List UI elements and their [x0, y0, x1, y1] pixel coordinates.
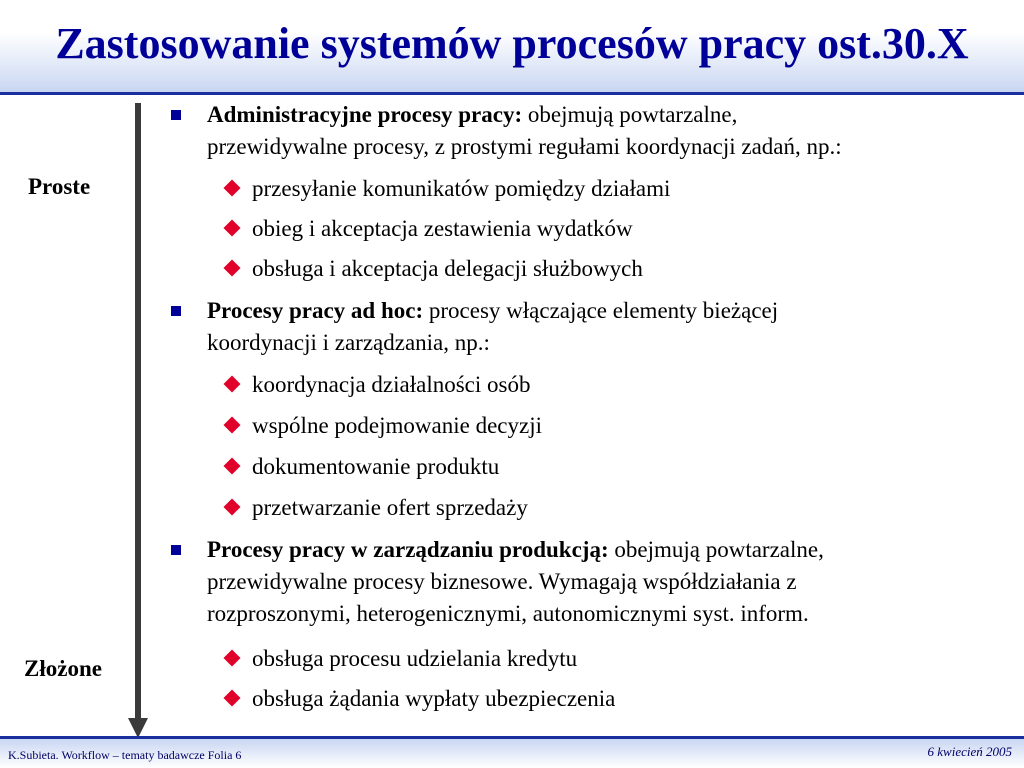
bullet-item — [207, 99, 1007, 163]
sub-bullet-text: wspólne podejmowanie decyzji — [252, 413, 542, 438]
diamond-bullet-icon — [224, 260, 241, 277]
sub-bullet-item — [252, 451, 499, 483]
bullet-description-line: koordynacji i zarządzania, np.: — [207, 330, 490, 355]
sub-bullet-text: obsługa procesu udzielania kredytu — [252, 646, 578, 671]
bullet-description-line: przewidywalne procesy biznesowe. Wymagają współdziałania z — [207, 569, 797, 594]
label-complex: Złożone — [24, 656, 102, 681]
bullet-term: Procesy pracy w zarządzaniu produkcją: — [207, 537, 609, 562]
sub-bullet-text: przetwarzanie ofert sprzedaży — [252, 495, 528, 520]
sub-bullet-item — [252, 683, 615, 715]
square-bullet-icon — [171, 306, 181, 316]
square-bullet-icon — [171, 545, 181, 555]
diamond-bullet-icon — [224, 690, 241, 707]
sub-bullet-item — [252, 492, 528, 524]
diamond-bullet-icon — [224, 180, 241, 197]
diamond-bullet-icon — [224, 499, 241, 516]
sub-bullet-item — [252, 410, 542, 442]
sub-bullet-text: przesyłanie komunikatów pomiędzy działami — [252, 176, 671, 201]
label-simple: Proste — [28, 174, 91, 199]
sub-bullet-item — [252, 643, 577, 675]
sub-bullet-item — [252, 213, 633, 245]
footer-author: K.Subieta. Workflow – tematy badawcze Folia 6 — [8, 748, 242, 762]
bullet-item — [207, 295, 1007, 359]
sub-bullet-item — [252, 369, 530, 401]
slide-title: Zastosowanie systemów procesów pracy ost.30.X — [55, 19, 969, 68]
bullet-item — [207, 534, 1007, 630]
bullet-term: Administracyjne procesy pracy: — [207, 102, 523, 127]
sub-bullet-text: obieg i akceptacja zestawienia wydatków — [252, 216, 633, 241]
footer-date: 6 kwiecień 2005 — [927, 744, 1012, 759]
diamond-bullet-icon — [224, 458, 241, 475]
bullet-description-line: przewidywalne procesy, z prostymi regułami koordynacji zadań, np.: — [207, 134, 842, 159]
sub-bullet-item — [252, 253, 643, 285]
sub-bullet-text: obsługa żądania wypłaty ubezpieczenia — [252, 686, 616, 711]
bullet-description: obejmują powtarzalne, — [522, 102, 738, 127]
square-bullet-icon — [171, 110, 181, 120]
bullet-description-line: rozproszonymi, heterogenicznymi, autonomicznymi syst. inform. — [207, 601, 809, 626]
bullet-description: procesy włączające elementy bieżącej — [423, 298, 779, 323]
diamond-bullet-icon — [224, 220, 241, 237]
sub-bullet-text: obsługa i akceptacja delegacji służbowych — [252, 256, 643, 281]
sub-bullet-text: koordynacja działalności osób — [252, 372, 531, 397]
bullet-term: Procesy pracy ad hoc: — [207, 298, 424, 323]
diamond-bullet-icon — [224, 376, 241, 393]
sub-bullet-item — [252, 173, 670, 205]
bullet-description: obejmują powtarzalne, — [608, 537, 824, 562]
sub-bullet-text: dokumentowanie produktu — [252, 454, 500, 479]
diamond-bullet-icon — [224, 650, 241, 667]
diamond-bullet-icon — [224, 417, 241, 434]
